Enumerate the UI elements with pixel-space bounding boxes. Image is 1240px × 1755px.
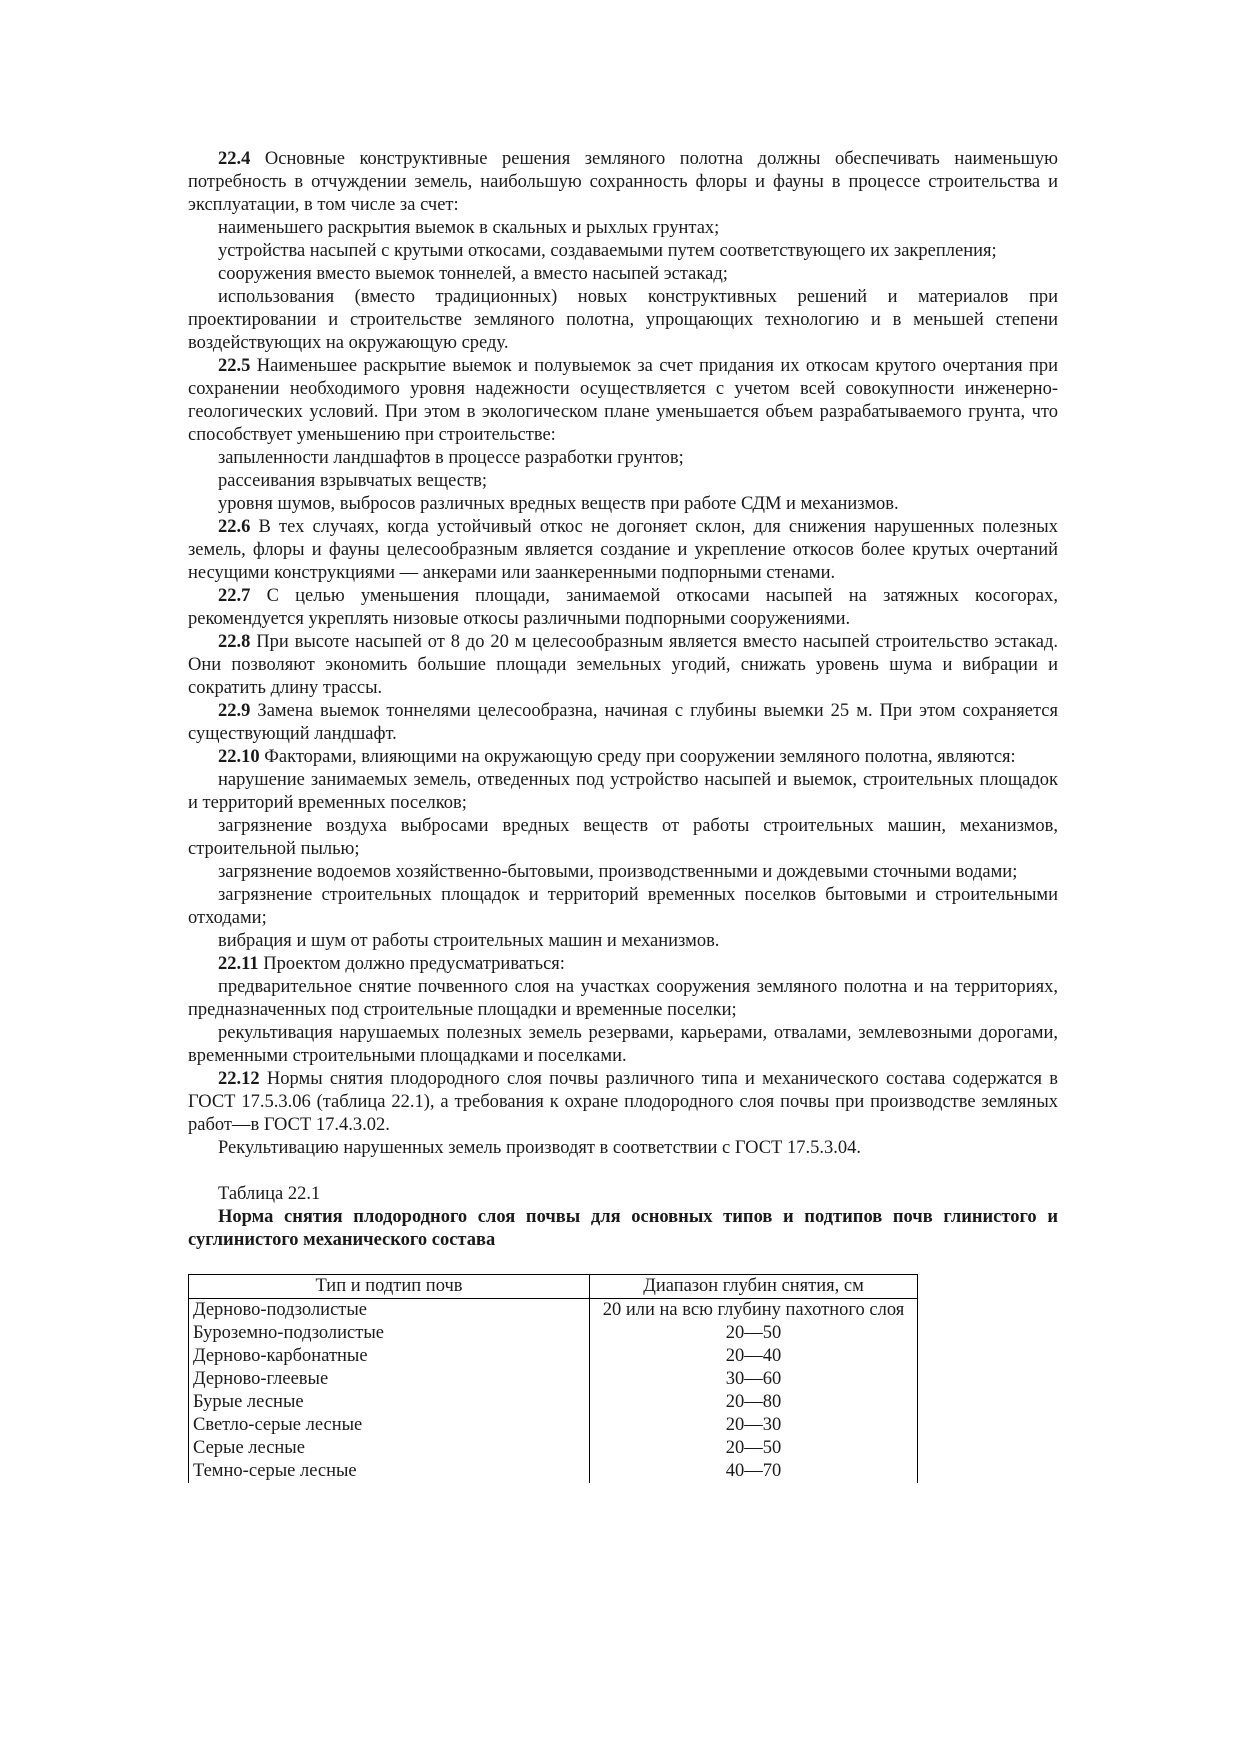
cell-soil-type: Дерново-карбонатные <box>189 1345 590 1368</box>
paragraph-text: наименьшего раскрытия выемок в скальных и рыхлых грунтах; <box>218 218 720 238</box>
table-title: Норма снятия плодородного слоя почвы для основных типов и подтипов почв глинистого и суглинистого механического состава <box>188 1207 1058 1250</box>
section-number: 22.8 <box>218 632 251 652</box>
paragraph <box>188 930 1058 953</box>
paragraph-text: загрязнение строительных площадок и территорий временных поселков бытовыми и строительными отходами; <box>188 885 1058 928</box>
paragraph <box>188 585 1058 631</box>
cell-soil-type: Дерново-глеевые <box>189 1368 590 1391</box>
cell-depth-range: 20—50 <box>725 1323 782 1343</box>
cell-soil-type: Буроземно-подзолистые <box>189 1322 590 1345</box>
cell-depth-range: 20 или на всю глубину пахотного слоя <box>602 1300 905 1320</box>
paragraph <box>188 447 1058 470</box>
paragraph-text: загрязнение водоемов хозяйственно-бытовыми, производственными и дождевыми сточными водами; <box>218 862 1018 882</box>
paragraph <box>188 1068 1058 1137</box>
paragraph-text: использования (вместо традиционных) новых конструктивных решений и материалов при проектировании и строительстве земляного полотна, упрощающих технологию и в меньшей степени воздействующих на окружающую среду. <box>188 287 1058 353</box>
table-row <box>189 1322 918 1345</box>
paragraph <box>188 700 1058 746</box>
paragraph-text: Проектом должно предусматриваться: <box>258 954 565 974</box>
paragraph <box>188 815 1058 861</box>
section-number: 22.4 <box>218 149 251 169</box>
cell-depth-range: 20—80 <box>725 1392 782 1412</box>
paragraph-text: уровня шумов, выбросов различных вредных веществ при работе СДМ и механизмов. <box>218 494 899 514</box>
paragraph <box>188 953 1058 976</box>
table-row <box>189 1391 918 1414</box>
column-header-soil-type: Тип и подтип почв <box>189 1275 590 1299</box>
cell-soil-type: Серые лесные <box>189 1437 590 1460</box>
paragraph <box>188 470 1058 493</box>
table-row <box>189 1460 918 1483</box>
paragraph <box>188 884 1058 930</box>
body-text <box>188 148 1058 1160</box>
paragraph <box>188 493 1058 516</box>
table-row <box>189 1437 918 1460</box>
paragraph-text: рекультивация нарушаемых полезных земель резервами, карьерами, отвалами, землевозными дорогами, временными строительными площадками и поселками. <box>188 1023 1058 1066</box>
paragraph <box>188 976 1058 1022</box>
paragraph <box>188 240 1058 263</box>
paragraph-text: Факторами, влияющими на окружающую среду при сооружении земляного полотна, являются: <box>259 747 1016 767</box>
paragraph-text: рассеивания взрывчатых веществ; <box>218 471 487 491</box>
paragraph <box>188 148 1058 217</box>
paragraph-text: Нормы снятия плодородного слоя почвы различного типа и механического состава содержатся в ГОСТ 17.5.3.06 (таблица 22.1), а требования к охране плодородного слоя почвы при производстве земляных работ—в ГОСТ 17.4.3.02. <box>188 1069 1058 1135</box>
section-number: 22.5 <box>218 356 251 376</box>
paragraph-text: загрязнение воздуха выбросами вредных веществ от работы строительных машин, механизмов, строительной пылью; <box>188 816 1058 859</box>
paragraph <box>188 769 1058 815</box>
paragraph-text: В тех случаях, когда устойчивый откос не догоняет склон, для снижения нарушенных полезных земель, флоры и фауны целесообразным является создание и укрепление откосов более крутых очертаний несущими конструкциями — анкерами или заанкеренными подпорными стенами. <box>188 517 1058 583</box>
paragraph <box>188 746 1058 769</box>
cell-depth-range: 30—60 <box>725 1369 782 1389</box>
paragraph <box>188 217 1058 240</box>
section-number: 22.9 <box>218 701 251 721</box>
table-caption: Таблица 22.1 <box>218 1184 321 1204</box>
table-row <box>189 1414 918 1437</box>
paragraph <box>188 1022 1058 1068</box>
paragraph <box>188 861 1058 884</box>
paragraph-text: сооружения вместо выемок тоннелей, а вместо насыпей эстакад; <box>218 264 728 284</box>
paragraph <box>188 355 1058 447</box>
section-number: 22.7 <box>218 586 251 606</box>
paragraph-text: устройства насыпей с крутыми откосами, создаваемыми путем соответствующего их закрепления; <box>218 241 997 261</box>
section-number: 22.6 <box>218 517 251 537</box>
cell-depth-range: 20—40 <box>725 1346 782 1366</box>
paragraph-text: запыленности ландшафтов в процессе разработки грунтов; <box>218 448 684 468</box>
document-page <box>188 148 1058 1483</box>
section-number: 22.12 <box>218 1069 260 1089</box>
paragraph-text: Рекультивацию нарушенных земель производят в соответствии с ГОСТ 17.5.3.04. <box>218 1138 861 1158</box>
table-row <box>189 1345 918 1368</box>
paragraph <box>188 263 1058 286</box>
paragraph-text: С целью уменьшения площади, занимаемой откосами насыпей на затяжных косогорах, рекомендуется укреплять низовые откосы различными подпорными сооружениями. <box>188 586 1058 629</box>
table-row <box>189 1368 918 1391</box>
paragraph-text: Замена выемок тоннелями целесообразна, начиная с глубины выемки 25 м. При этом сохраняется существующий ландшафт. <box>188 701 1058 744</box>
cell-depth-range: 40—70 <box>725 1461 782 1481</box>
paragraph-text: нарушение занимаемых земель, отведенных под устройство насыпей и выемок, строительных площадок и территорий временных поселков; <box>188 770 1058 813</box>
paragraph-text: вибрация и шум от работы строительных машин и механизмов. <box>218 931 720 951</box>
cell-soil-type: Светло-серые лесные <box>189 1414 590 1437</box>
section-number: 22.10 <box>218 747 260 767</box>
soil-table <box>188 1274 918 1483</box>
cell-depth-range: 20—30 <box>725 1415 782 1435</box>
cell-soil-type: Темно-серые лесные <box>189 1460 590 1483</box>
paragraph-text: Основные конструктивные решения земляного полотна должны обеспечивать наименьшую потребность в отчуждении земель, наибольшую сохранность флоры и фауны в процессе строительства и эксплуатации, в том числе за счет: <box>188 149 1058 215</box>
table-row <box>189 1299 918 1323</box>
paragraph <box>188 286 1058 355</box>
paragraph-text: При высоте насыпей от 8 до 20 м целесообразным является вместо насыпей строительство эстакад. Они позволяют экономить большие площади земельных угодий, снижать уровень шума и вибрации и сократить длину трассы. <box>188 632 1058 698</box>
paragraph <box>188 1137 1058 1160</box>
table-header-row <box>189 1275 918 1299</box>
paragraph-text: Наименьшее раскрытие выемок и полувыемок за счет придания их откосам крутого очертания при сохранении необходимого уровня надежности осуществляется с учетом всей совокупности инженерно-геологических условий. При этом в экологическом плане уменьшается объем разрабатываемого грунта, что способствует уменьшению при строительстве: <box>188 356 1058 445</box>
paragraph <box>188 631 1058 700</box>
cell-soil-type: Дерново-подзолистые <box>189 1299 590 1323</box>
cell-soil-type: Бурые лесные <box>189 1391 590 1414</box>
column-header-depth-range: Диапазон глубин снятия, см <box>590 1275 918 1299</box>
section-number: 22.11 <box>218 954 259 974</box>
paragraph-text: предварительное снятие почвенного слоя на участках сооружения земляного полотна и на территориях, предназначенных под строительные площадки и временные поселки; <box>188 977 1058 1020</box>
cell-depth-range: 20—50 <box>725 1438 782 1458</box>
paragraph <box>188 516 1058 585</box>
